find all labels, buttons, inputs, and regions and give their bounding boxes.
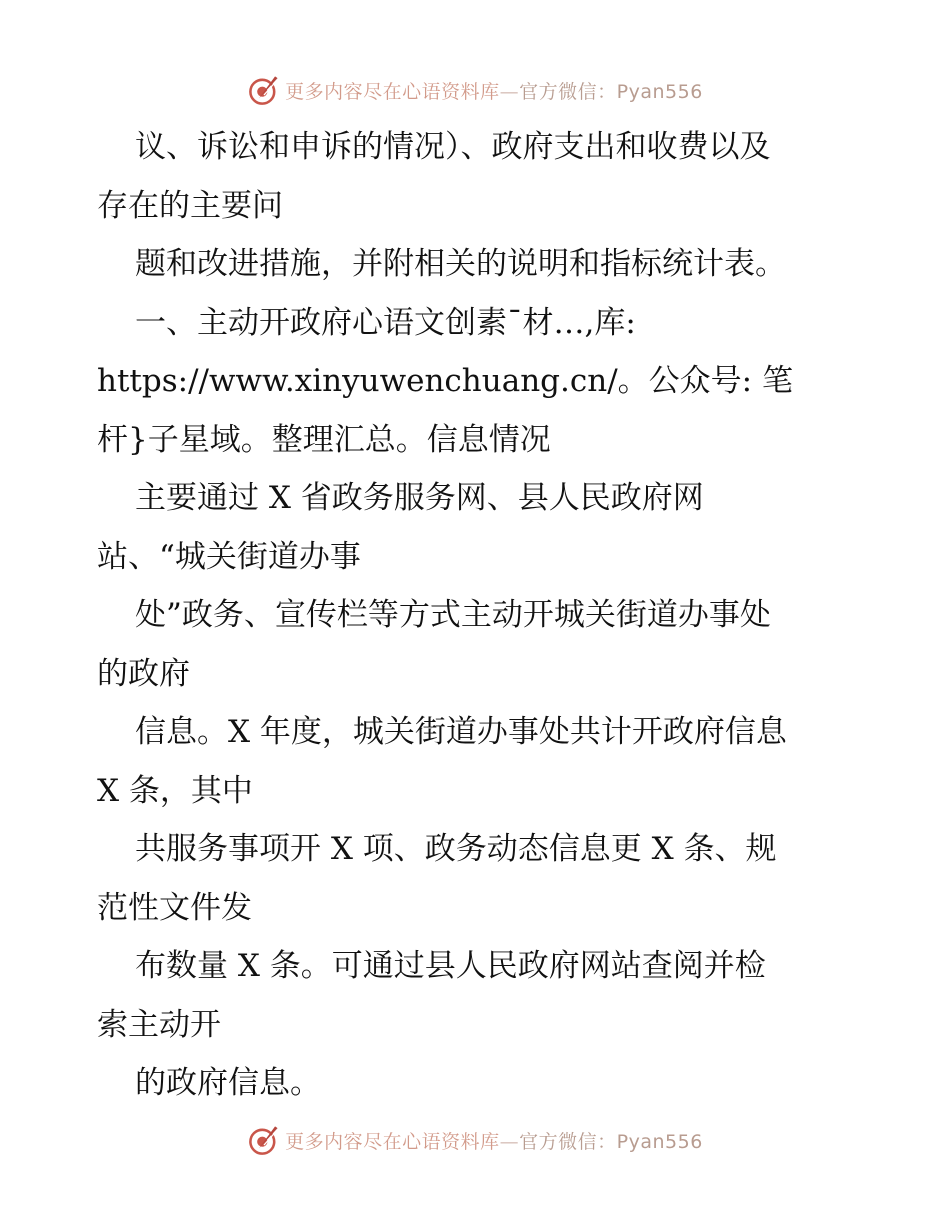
text-line: 范性文件发 [97, 889, 252, 926]
text-line: https://www.xinyuwenchuang.cn/。公众号: 笔 [97, 363, 793, 399]
watermark-main-text: 更多内容尽在心语资料库 [285, 80, 500, 103]
text-line: 议、诉讼和申诉的情况）、政府支出和收费以及 [135, 129, 771, 165]
text-line: X 条，其中 [97, 772, 253, 809]
watermark-contact-text: 官方微信：Pyan556 [519, 80, 703, 103]
text-line: 处”政务、宣传栏等方式主动开城关街道办事处 [135, 597, 771, 633]
feather-pen-logo-icon [247, 73, 281, 107]
text-line: 存在的主要问 [97, 187, 283, 224]
text-line: 题和改进措施，并附相关的说明和指标统计表。 [135, 246, 786, 282]
watermark-banner-bottom [0, 1120, 950, 1160]
text-line: 的政府信息。 [135, 1065, 321, 1101]
watermark-contact-text: 官方微信：Pyan556 [519, 1130, 703, 1153]
watermark-text [285, 1127, 703, 1154]
text-line: 的政府 [97, 655, 190, 692]
watermark-separator: — [499, 1130, 520, 1153]
text-line: 共服务事项开 X 项、政务动态信息更 X 条、规 [135, 831, 777, 867]
text-line: 站、“城关街道办事 [97, 538, 361, 575]
document-body [97, 118, 857, 1113]
text-line: 布数量 X 条。可通过县人民政府网站查阅并检 [135, 948, 766, 984]
text-line: 索主动开 [97, 1006, 221, 1043]
feather-pen-logo-icon [247, 1123, 281, 1157]
text-line: 信息。X 年度，城关街道办事处共计开政府信息 [135, 714, 787, 750]
watermark-separator: — [499, 80, 520, 103]
text-line: 一、主动开政府心语文创素¯材…,库: [135, 304, 636, 341]
watermark-text [285, 77, 703, 104]
text-line: 杆}子星域。整理汇总。信息情况 [97, 421, 551, 458]
watermark-main-text: 更多内容尽在心语资料库 [285, 1130, 500, 1153]
watermark-banner-top [0, 70, 950, 110]
text-line: 主要通过 X 省政务服务网、县人民政府网 [135, 480, 704, 516]
